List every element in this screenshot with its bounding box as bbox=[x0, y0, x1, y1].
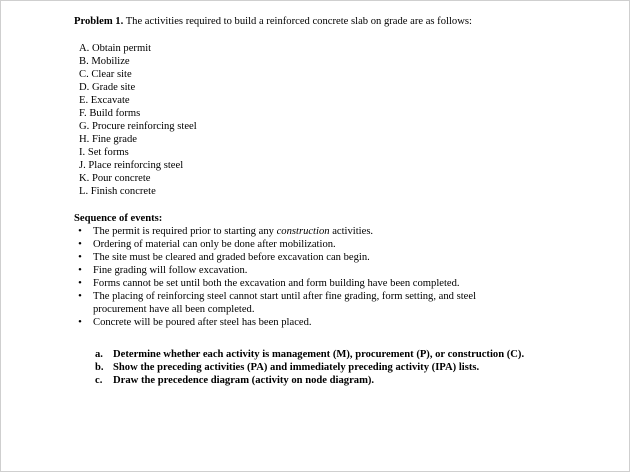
event-text: The site must be cleared and graded before excavation can begin. bbox=[93, 252, 370, 263]
question-text: Draw the precedence diagram (activity on node diagram). bbox=[113, 375, 375, 386]
question-item bbox=[95, 374, 524, 387]
event-item bbox=[74, 316, 594, 329]
event-text: Concrete will be poured after steel has been placed. bbox=[93, 317, 312, 328]
activity-list bbox=[79, 42, 197, 198]
question-item bbox=[95, 348, 524, 361]
bullet-icon: • bbox=[78, 226, 82, 237]
event-item bbox=[74, 238, 594, 251]
question-list bbox=[95, 348, 524, 387]
activity-item: G. Procure reinforcing steel bbox=[79, 121, 197, 132]
question-label: a. bbox=[95, 349, 103, 360]
event-text: Ordering of material can only be done after mobilization. bbox=[93, 239, 336, 250]
event-item bbox=[74, 290, 594, 316]
question-label: c. bbox=[95, 375, 103, 386]
bullet-icon: • bbox=[78, 317, 82, 328]
activity-item: B. Mobilize bbox=[79, 56, 130, 67]
activity-item: L. Finish concrete bbox=[79, 186, 156, 197]
bullet-icon: • bbox=[78, 291, 82, 302]
activity-item: J. Place reinforcing steel bbox=[79, 160, 184, 171]
event-text: The placing of reinforcing steel cannot start until after fine grading, form setting, and steel procurement have all been completed. bbox=[93, 291, 477, 315]
event-emphasis: construction bbox=[276, 226, 330, 237]
event-item bbox=[74, 251, 594, 264]
activity-item: H. Fine grade bbox=[79, 134, 137, 145]
event-text-part: The permit is required prior to starting any bbox=[93, 226, 277, 237]
problem-label: Problem 1. bbox=[74, 16, 124, 27]
sequence-heading: Sequence of events: bbox=[74, 213, 163, 224]
event-text-part: activities. bbox=[329, 226, 374, 237]
activity-item: K. Pour concrete bbox=[79, 173, 151, 184]
activity-item: C. Clear site bbox=[79, 69, 132, 80]
activity-item: F. Build forms bbox=[79, 108, 141, 119]
problem-statement bbox=[74, 15, 614, 28]
event-item bbox=[74, 264, 594, 277]
bullet-icon: • bbox=[78, 239, 82, 250]
event-item bbox=[74, 277, 594, 290]
bullet-icon: • bbox=[78, 252, 82, 263]
event-text: Fine grading will follow excavation. bbox=[93, 265, 248, 276]
question-item bbox=[95, 361, 524, 374]
problem-text: The activities required to build a reinforced concrete slab on grade are as follows: bbox=[123, 16, 472, 27]
question-label: b. bbox=[95, 362, 104, 373]
event-item bbox=[74, 225, 594, 238]
activity-item: A. Obtain permit bbox=[79, 43, 152, 54]
question-text: Show the preceding activities (PA) and immediately preceding activity (IPA) lists. bbox=[113, 362, 480, 373]
bullet-icon: • bbox=[78, 265, 82, 276]
activity-item: I. Set forms bbox=[79, 147, 129, 158]
event-text bbox=[93, 225, 523, 238]
question-text: Determine whether each activity is management (M), procurement (P), or construction (C). bbox=[113, 349, 525, 360]
activity-item: E. Excavate bbox=[79, 95, 130, 106]
activity-item: D. Grade site bbox=[79, 82, 136, 93]
bullet-icon: • bbox=[78, 278, 82, 289]
event-text: Forms cannot be set until both the excavation and form building have been completed. bbox=[93, 278, 460, 289]
sequence-event-list bbox=[74, 225, 594, 329]
